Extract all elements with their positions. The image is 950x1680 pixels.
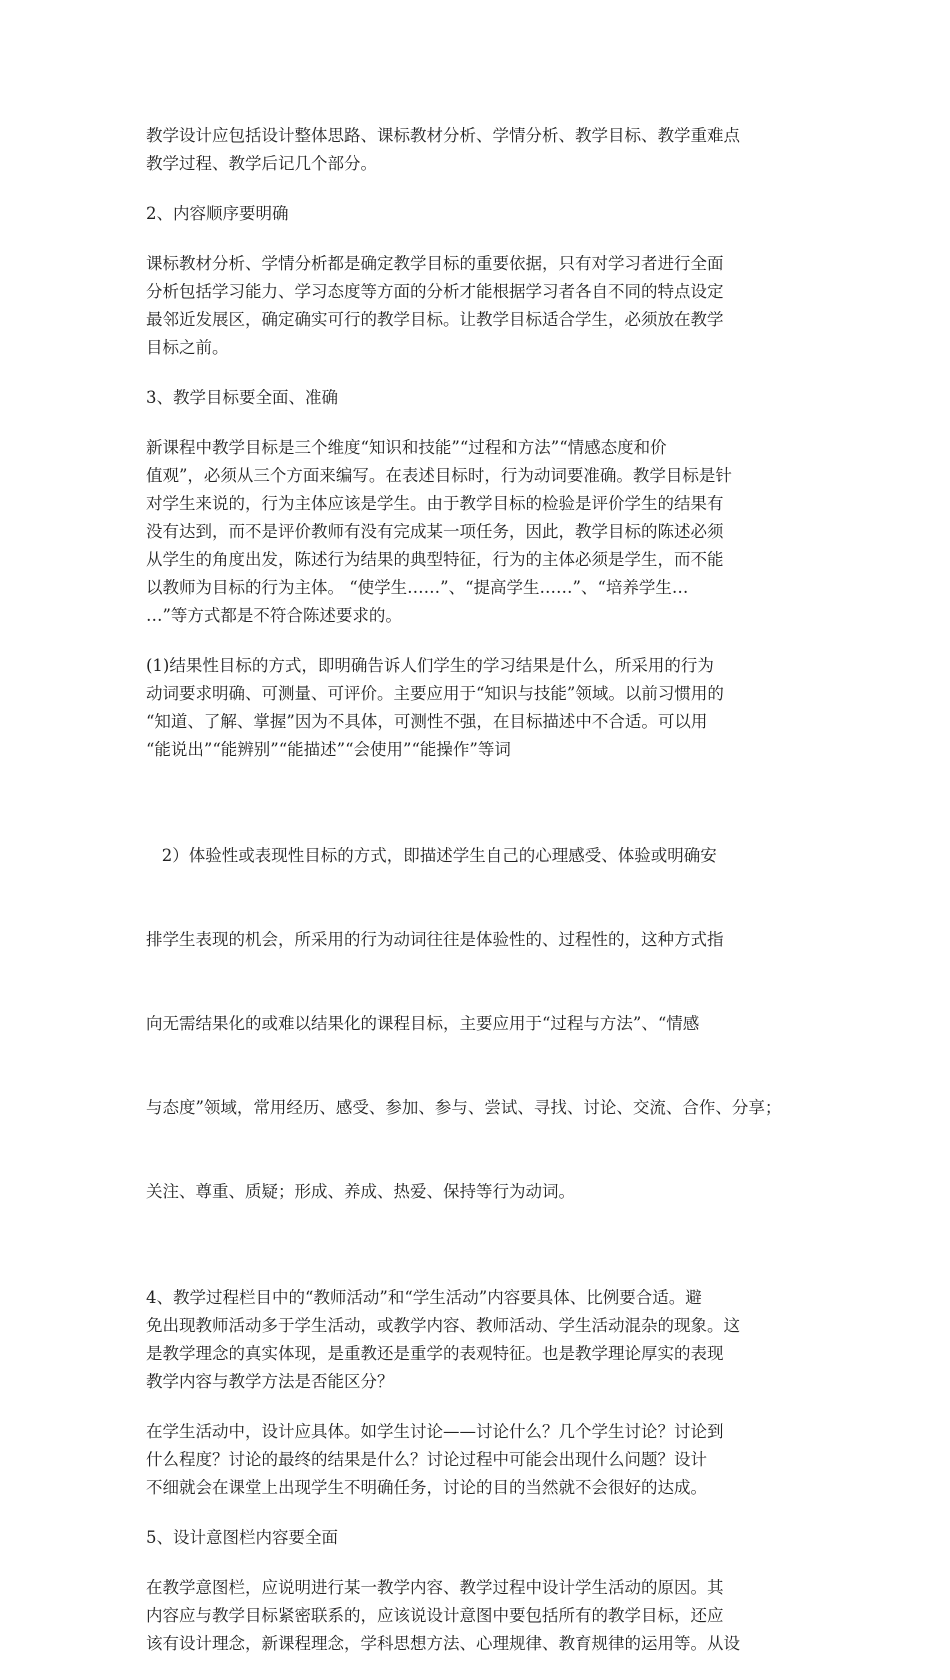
paragraph-3-2 [146,786,812,1262]
text-line: …”等方式都是不符合陈述要求的。 [146,606,402,625]
text-line: “能说出”“能辨别”“能描述”“会使用”“能操作”等词 [146,740,511,759]
text-line: 值观”，必须从三个方面来编写。在表述目标时，行为动词要准确。教学目标是针 [146,466,732,485]
text-line: 向无需结果化的或难以结果化的课程目标，主要应用于“过程与方法”、“情感 [146,1014,700,1033]
text-line: 教学内容与教学方法是否能区分？ [146,1372,394,1391]
document-body [146,122,812,1680]
text-line: 没有达到，而不是评价教师有没有完成某一项任务，因此，教学目标的陈述必须 [146,522,724,541]
text-line: 内容应与教学目标紧密联系的，应该说设计意图中要包括所有的教学目标，还应 [146,1606,724,1625]
text-line: 关注、尊重、质疑；形成、养成、热爱、保持等行为动词。 [146,1182,575,1201]
paragraph-5 [146,1574,812,1658]
paragraph-3-1 [146,652,812,764]
text-line: 4、教学过程栏目中的“教师活动”和“学生活动”内容要具体、比例要合适。避 [146,1288,702,1307]
heading-line: 3、教学目标要全面、准确 [146,388,338,407]
text-line: 在学生活动中，设计应具体。如学生讨论——讨论什么？几个学生讨论？讨论到 [146,1422,724,1441]
text-line: 课标教材分析、学情分析都是确定教学目标的重要依据，只有对学习者进行全面 [146,254,724,273]
text-line: 该有设计理念，新课程理念，学科思想方法、心理规律、教育规律的运用等。从设 [146,1634,740,1653]
text-line: 是教学理念的真实体现，是重教还是重学的表观特征。也是教学理论厚实的表现 [146,1344,724,1363]
text-line: 2）体验性或表现性目标的方式，即描述学生自己的心理感受、体验或明确安 [146,846,717,865]
text-line: 免出现教师活动多于学生活动，或教学内容、教师活动、学生活动混杂的现象。这 [146,1316,740,1335]
paragraph-4-b [146,1418,812,1502]
text-line: 对学生来说的，行为主体应该是学生。由于教学目标的检验是评价学生的结果有 [146,494,724,513]
text-line: 教学过程、教学后记几个部分。 [146,154,377,173]
text-line: 新课程中教学目标是三个维度“知识和技能”“过程和方法”“情感态度和价 [146,438,667,457]
text-line: 在教学意图栏，应说明进行某一教学内容、教学过程中设计学生活动的原因。其 [146,1578,724,1597]
text-line: 最邻近发展区，确定确实可行的教学目标。让教学目标适合学生，必须放在教学 [146,310,724,329]
section-heading-5 [146,1524,812,1552]
text-line: “知道、了解、掌握”因为不具体，可测性不强，在目标描述中不合适。可以用 [146,712,708,731]
text-line: 以教师为目标的行为主体。 “使学生……”、“提高学生……”、“培养学生… [146,578,689,597]
text-line: 分析包括学习能力、学习态度等方面的分析才能根据学习者各自不同的特点设定 [146,282,724,301]
text-line: 目标之前。 [146,338,229,357]
paragraph-3 [146,434,812,630]
section-heading-3 [146,384,812,412]
text-line: 从学生的角度出发，陈述行为结果的典型特征，行为的主体必须是学生，而不能 [146,550,724,569]
text-line: 动词要求明确、可测量、可评价。主要应用于“知识与技能”领域。以前习惯用的 [146,684,724,703]
paragraph-2 [146,250,812,362]
text-line: (1)结果性目标的方式，即明确告诉人们学生的学习结果是什么，所采用的行为 [146,656,714,675]
text-line: 教学设计应包括设计整体思路、课标教材分析、学情分析、教学目标、教学重难点 [146,126,740,145]
paragraph-intro [146,122,812,178]
text-line: 不细就会在课堂上出现学生不明确任务，讨论的目的当然就不会很好的达成。 [146,1478,707,1497]
paragraph-4 [146,1284,812,1396]
text-line: 排学生表现的机会，所采用的行为动词往往是体验性的、过程性的，这种方式指 [146,930,724,949]
heading-line: 5、设计意图栏内容要全面 [146,1528,338,1547]
text-line: 与态度”领域，常用经历、感受、参加、参与、尝试、寻找、讨论、交流、合作、分享； [146,1098,782,1117]
heading-line: 2、内容顺序要明确 [146,204,289,223]
section-heading-2 [146,200,812,228]
text-line: 什么程度？讨论的最终的结果是什么？讨论过程中可能会出现什么问题？设计 [146,1450,707,1469]
